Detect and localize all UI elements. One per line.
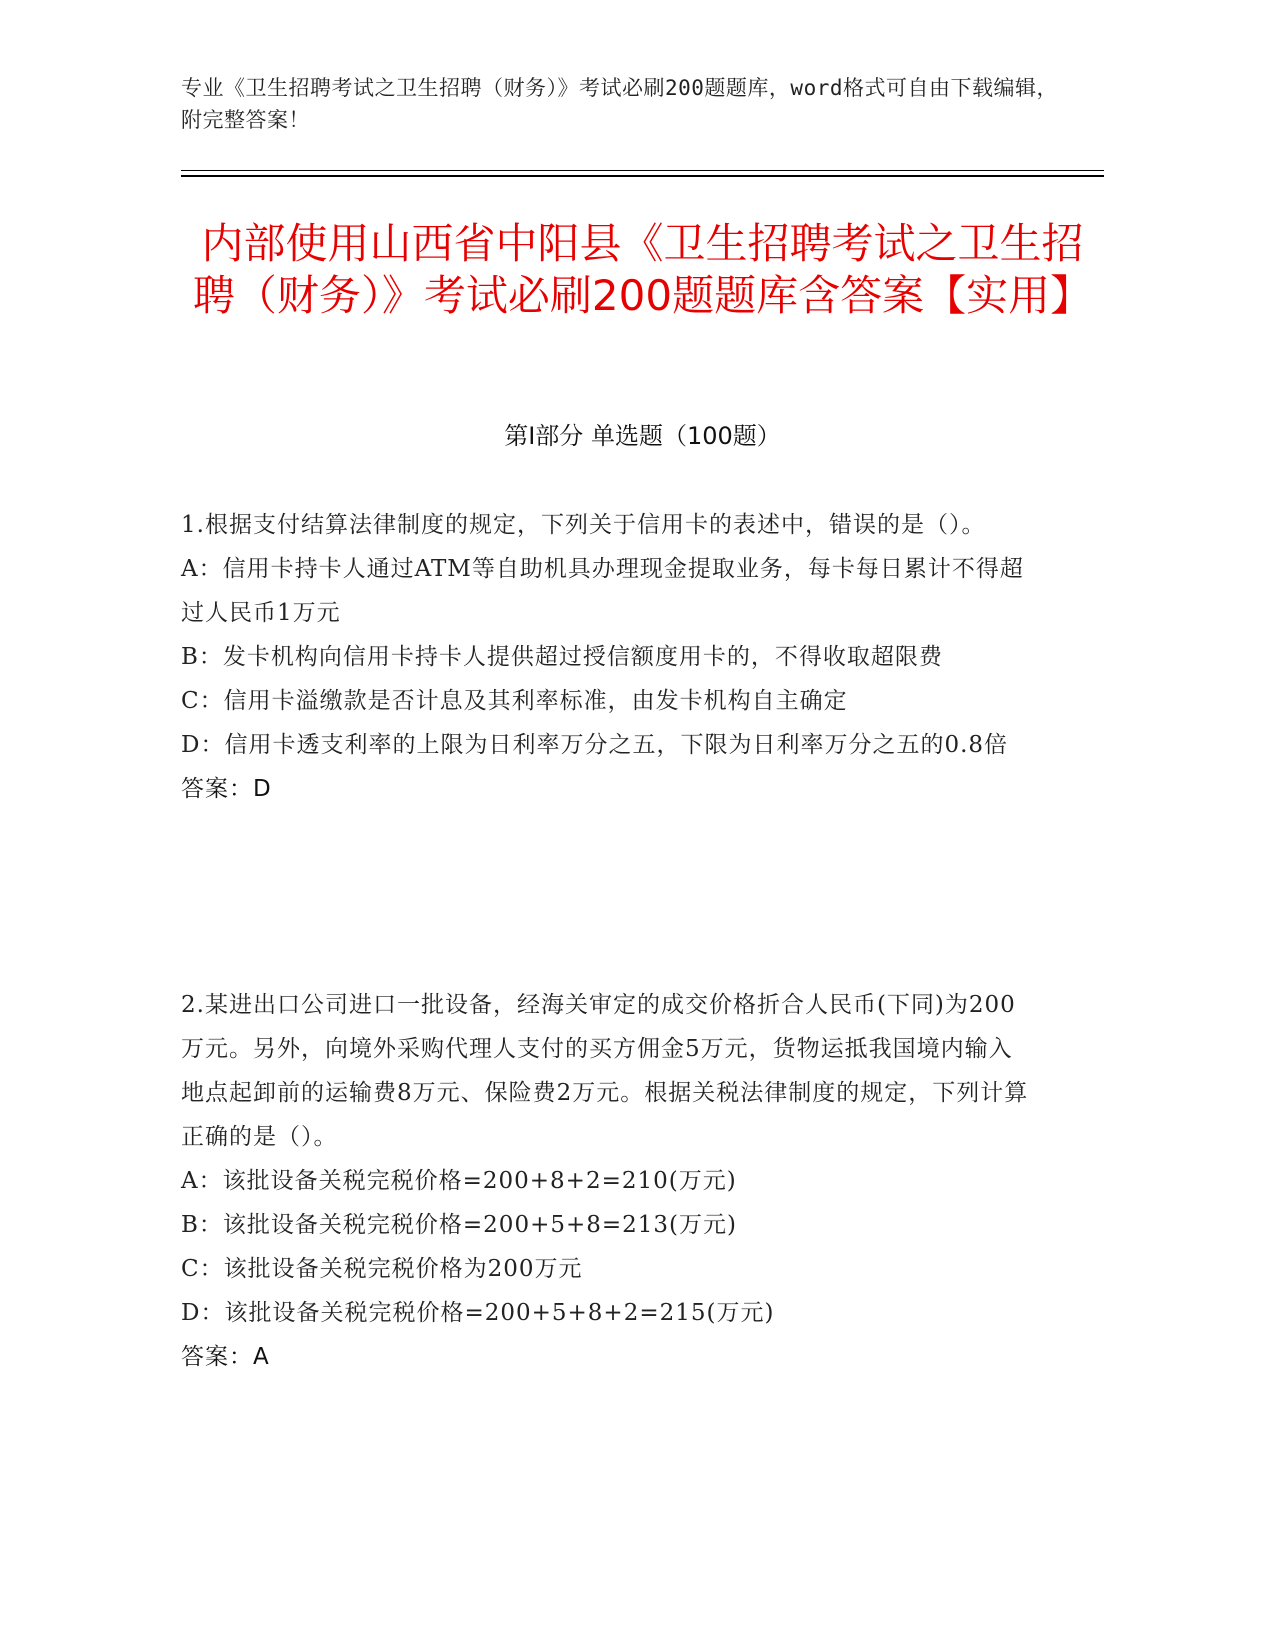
question-1: [181, 503, 1031, 811]
section-title: 第Ⅰ部分 单选题（100题）: [504, 422, 781, 450]
option-b: B：发卡机构向信用卡持卡人提供超过授信额度用卡的，不得收取超限费: [181, 644, 943, 670]
question-stem: 1.根据支付结算法律制度的规定，下列关于信用卡的表述中，错误的是（）。: [181, 512, 986, 538]
option-c: C：信用卡溢缴款是否计息及其利率标准，由发卡机构自主确定: [181, 688, 848, 714]
option-a: A：信用卡持卡人通过ATM等自助机具办理现金提取业务，每卡每日累计不得超过人民币1万元: [181, 556, 1024, 626]
answer: 答案：D: [181, 776, 272, 802]
option-b: B：该批设备关税完税价格=200+5+8=213(万元): [181, 1212, 738, 1238]
header-note: 专业《卫生招聘考试之卫生招聘（财务）》考试必刷200题题库，word格式可自由下载编辑，附完整答案！: [181, 76, 1058, 132]
option-a: A：该批设备关税完税价格=200+8+2=210(万元): [181, 1168, 737, 1194]
header-divider-thick: [181, 175, 1104, 177]
header-divider-thin: [181, 170, 1104, 171]
option-d: D：该批设备关税完税价格=200+5+8+2=215(万元): [181, 1300, 775, 1326]
question-stem: 2.某进出口公司进口一批设备，经海关审定的成交价格折合人民币(下同)为200万元。另外，向境外采购代理人支付的买方佣金5万元，货物运抵我国境内输入地点起卸前的运输费8万元、保险费2万元。根据关税法律制度的规定，下列计算正确的是（）。: [181, 992, 1029, 1150]
option-c: C：该批设备关税完税价格为200万元: [181, 1256, 583, 1282]
option-d: D：信用卡透支利率的上限为日利率万分之五，下限为日利率万分之五的0.8倍: [181, 732, 1009, 758]
answer: 答案：A: [181, 1344, 270, 1370]
document-title: 内部使用山西省中阳县《卫生招聘考试之卫生招聘（财务）》考试必刷200题题库含答案【实用】: [192, 219, 1093, 320]
question-2: [181, 983, 1031, 1379]
